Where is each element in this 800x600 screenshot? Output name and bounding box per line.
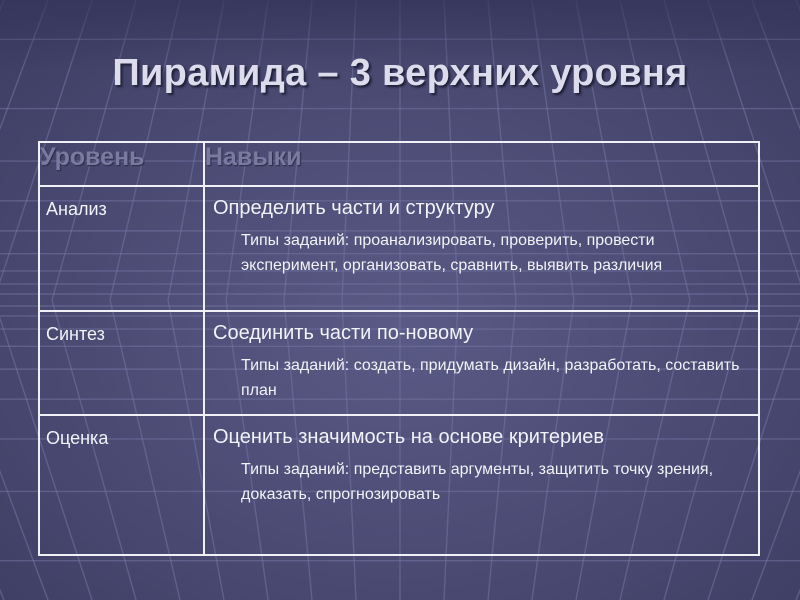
- header-level: Уровень: [39, 142, 204, 186]
- slide-title: Пирамида – 3 верхних уровня: [112, 52, 688, 94]
- task-types: Типы заданий: представить аргументы, защитить точку зрения, доказать, спрогнозировать: [241, 461, 714, 503]
- skill-description: Оценить значимость на основе критериев: [213, 426, 605, 448]
- skill-description: Определить части и структуру: [213, 197, 495, 219]
- skill-description: Соединить части по-новому: [213, 322, 474, 344]
- header-skills: Навыки: [204, 142, 759, 186]
- skill-cell: [204, 311, 759, 415]
- table-header-row: [39, 142, 759, 186]
- table-row: [39, 186, 759, 311]
- task-types: Типы заданий: проанализировать, проверить, провести эксперимент, организовать, сравнить, выявить различия: [241, 232, 663, 274]
- skill-cell: [204, 186, 759, 311]
- table-row: [39, 415, 759, 555]
- level-cell: Оценка: [39, 415, 204, 555]
- level-cell: Анализ: [39, 186, 204, 311]
- table-row: [39, 311, 759, 415]
- skill-cell: [204, 415, 759, 555]
- task-types: Типы заданий: создать, придумать дизайн, разработать, составить план: [241, 357, 740, 399]
- level-cell: Синтез: [39, 311, 204, 415]
- skills-table: [38, 141, 760, 556]
